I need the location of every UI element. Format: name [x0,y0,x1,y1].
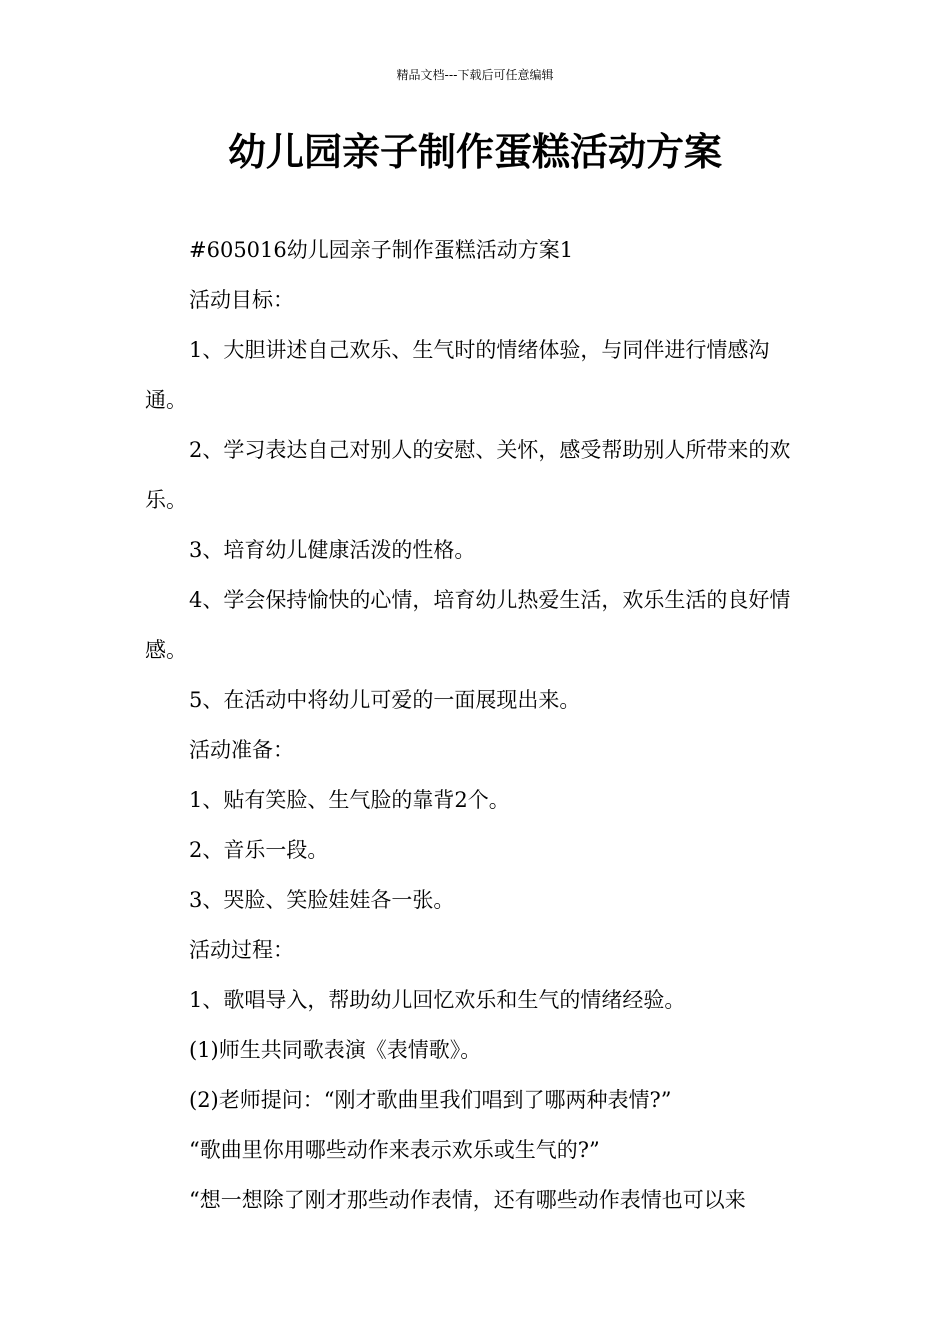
paragraph-goal-5: 5、在活动中将幼儿可爱的一面展现出来。 [189,688,581,712]
paragraph-prep-2: 2、音乐一段。 [189,838,329,862]
document-body [145,225,810,1225]
paragraph-section-process: 活动过程： [189,938,294,962]
paragraph-prep-3: 3、哭脸、笑脸娃娃各一张。 [189,888,455,912]
paragraph-goal-2: 2、学习表达自己对别人的安慰、关怀，感受帮助别人所带来的欢乐。 [145,438,791,512]
paragraph-quote-2: “想一想除了刚才那些动作表情，还有哪些动作表情也可以来 [189,1188,746,1212]
paragraph-section-goals: 活动目标： [189,288,294,312]
paragraph-prep-1: 1、贴有笑脸、生气脸的靠背2个。 [189,788,510,812]
paragraph-quote-1: “歌曲里你用哪些动作来表示欢乐或生气的?” [189,1138,600,1162]
paragraph-section-preparation: 活动准备： [189,738,294,762]
paragraph-goal-3: 3、培育幼儿健康活泼的性格。 [189,538,476,562]
document-title: 幼儿园亲子制作蛋糕活动方案 [227,130,722,174]
paragraph-process-1: 1、歌唱导入，帮助幼儿回忆欢乐和生气的情绪经验。 [189,988,686,1012]
paragraph-heading-1: #605016幼儿园亲子制作蛋糕活动方案1 [189,238,574,262]
paragraph-goal-1: 1、大胆讲述自己欢乐、生气时的情绪体验，与同伴进行情感沟通。 [145,338,770,412]
paragraph-process-1b: (2)老师提问：“刚才歌曲里我们唱到了哪两种表情?” [189,1088,672,1112]
paragraph-goal-4: 4、学会保持愉快的心情，培育幼儿热爱生活，欢乐生活的良好情感。 [145,588,791,662]
paragraph-process-1a: (1)师生共同歌表演《表情歌》。 [189,1038,482,1062]
header-note: 精品文档---下载后可任意编辑 [396,68,554,82]
